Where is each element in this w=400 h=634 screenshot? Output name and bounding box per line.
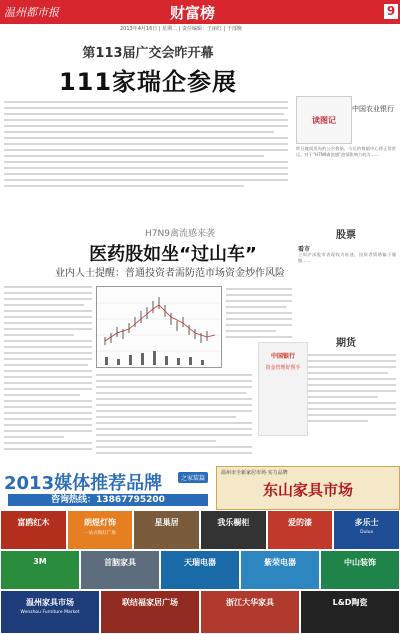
ad-brand-tile [267,510,334,550]
dateline: 2013年4月16日 | 星期二 | 责任编辑：王丽红 | 干部晚 [120,26,242,32]
page-number: 9 [384,4,398,19]
ad-brand-sub: Wenzhou Furniture Market [20,610,80,615]
ad-brand-name: 朗煜灯饰 [83,518,116,527]
futures-section-title: 期货 [336,338,356,349]
ad-brand-tile [320,550,400,590]
stock-chart-graphic [97,287,221,367]
paper-name: 温州都市报 [4,6,59,19]
column-intro: 昨日晚间发布的公告数据，今后的数据中心将正常营运。对于“H7N9禽流感”疫情影响力较为…… [296,146,396,157]
page-header [0,0,400,24]
logo-text: 读图记 [312,116,336,125]
bank-ad-inset [258,342,308,436]
ad-tag: 之家装篇 [178,472,208,483]
ad-brand-sub: 一站式购灯广场 [84,531,116,536]
story-title: 医药股如坐“过山车” [89,244,257,265]
ad-brand-name: 中山装饰 [344,558,376,567]
ad-brand-tile [200,510,267,550]
bank-ad-brand: 中国银行 [270,353,295,360]
ad-brand-name: 多乐士 [354,518,379,527]
ad-brand-tile [300,590,400,634]
ad-brand-tile [67,510,134,550]
ad-brand-name: 温州家具市场 [26,598,74,607]
story-subtitle: 业内人士提醒：普通投资者需防范市场资金炒作风险 [55,268,285,279]
ad-phone: 咨询热线：13867795200 [8,494,208,506]
ad-brand-grid [0,510,400,634]
column-logo [296,96,352,144]
lead-article-body [4,100,288,220]
section-title: 财富榜 [170,4,216,22]
ad-brand-tile [240,550,320,590]
ad-brand-tile [160,550,240,590]
story-body-right [226,286,292,342]
ad-brand-sub: Dulux [360,530,374,535]
furniture-market-title: 东山家具市场 [262,481,353,499]
ad-brand-tile [80,550,160,590]
ad-brand-tile [100,590,200,634]
furniture-market-intro: 温州市全新家居市场·实力品牌 [221,470,288,476]
story-kicker: H7N9禽流感来袭 [145,229,215,239]
ad-brand-name: 我乐橱柜 [217,518,250,527]
ad-brand-name: 联结福家居广场 [122,598,178,607]
stock-chart-image [96,286,222,368]
story-body-left [4,284,92,460]
ad-brand-name: 天瑞电器 [184,558,216,567]
ad-brand-name: L&D陶瓷 [332,598,368,607]
ad-brand-name: 星巢居 [154,518,179,527]
section-a-label: 看市 [298,246,311,253]
headline-title: 111家瑞企参展 [58,68,238,96]
bank-name: 中国农业银行 [352,105,394,113]
ad-brand-name: 富鸥红木 [17,518,50,527]
ad-brand-tile [333,510,400,550]
ad-title: 2013媒体推荐品牌 [4,473,163,494]
ad-brand-name: 3M [33,557,47,566]
ad-brand-tile [0,590,100,634]
headline-kicker: 第113届广交会昨开幕 [82,46,214,61]
ad-brand-name: 紫荣电器 [264,558,296,567]
ad-brand-name: 浙江大华家具 [226,598,274,607]
ad-brand-tile [200,590,300,634]
section-a-text: 上周沪深股市表现较为低迷，投资者情绪偏于谨慎…… [298,252,396,263]
stock-section-title: 股票 [336,230,356,241]
ad-brand-tile [0,510,67,550]
furniture-market-ad [216,466,400,510]
ad-brand-tile [133,510,200,550]
ad-brand-name: 爱的漆 [287,518,312,527]
ad-brand-tile [0,550,80,590]
story-body-center [96,372,252,460]
futures-article-body [298,352,396,460]
bank-ad-slogan: 资金管理好帮手 [265,365,301,371]
ad-brand-name: 首脑家具 [104,558,136,567]
